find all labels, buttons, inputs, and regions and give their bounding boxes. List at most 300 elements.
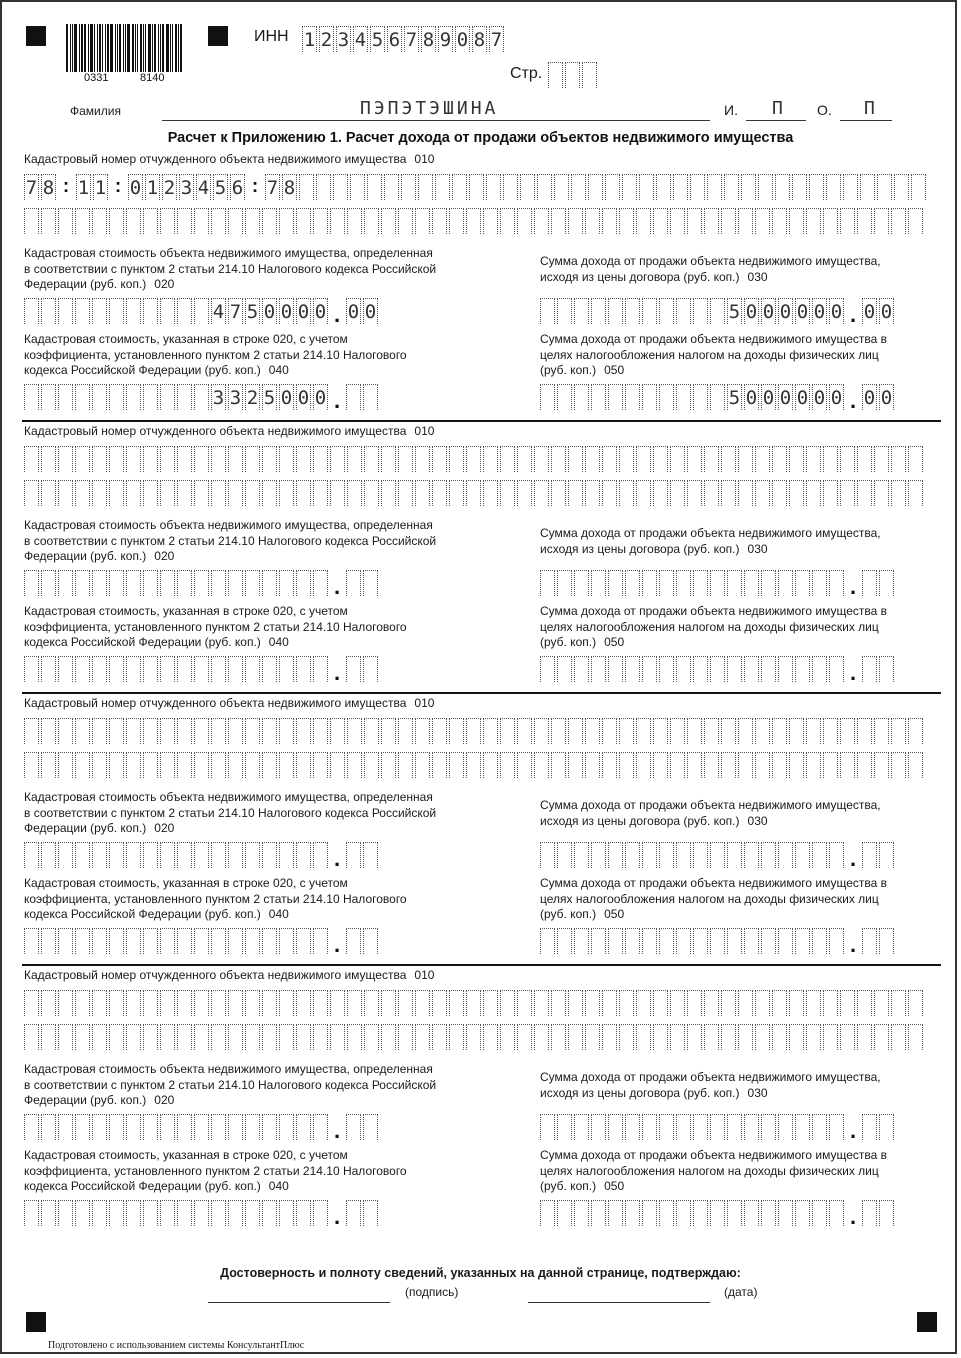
contract-income-field[interactable] [540,1114,896,1143]
cadastral-digit-cell [823,990,838,1016]
cadastral-digit-cell [602,208,617,234]
amount-digit-cell [228,570,243,596]
amount-digit-cell [75,384,90,410]
cadastral-digit-cell [636,718,651,744]
barcode-bar [135,24,136,72]
amount-kopeck-cell [346,570,361,596]
amount-digit-cell [58,384,73,410]
amount-kopeck-cell [346,928,361,954]
cadastral-digit-cell [840,1024,855,1050]
cadastral-digit-cell [211,718,226,744]
page-number-field[interactable] [548,62,599,88]
cadastral-number-field-row2[interactable] [24,1024,925,1050]
cadastral-digit-cell [500,1024,515,1050]
cadastral-digit-cell [333,174,348,200]
adjusted-cadastral-value-label-text: кодекса Российской Федерации (руб. коп.) [24,1179,261,1193]
amount-digit-cell [126,1114,141,1140]
amount-digit-cell [279,928,294,954]
cadastral-digit-cell [143,752,158,778]
cadastral-digit-cell [160,208,175,234]
cadastral-value-label-line [24,821,436,837]
cadastral-digit-cell [449,480,464,506]
cadastral-digit-cell [857,718,872,744]
amount-digit-cell [591,384,606,410]
cadastral-digit-cell [347,208,362,234]
cadastral-digit-cell [636,208,651,234]
amount-digit-cell [143,298,158,324]
cadastral-digit-cell [857,1024,872,1050]
cadastral-digit-cell: 8 [41,174,56,200]
cadastral-digit-cell [92,1024,107,1050]
amount-digit-cell [160,384,175,410]
cadastral-number-label-text: Кадастровый номер отчужденного объекта недвижимого имущества [24,424,407,438]
cadastral-digit-cell: 6 [230,174,245,200]
cadastral-digit-cell [891,718,906,744]
barcode-bar [172,24,173,72]
cadastral-digit-cell [415,446,430,472]
cadastral-digit-cell [126,480,141,506]
amount-digit-cell [574,570,589,596]
cadastral-digit-cell [806,480,821,506]
cadastral-digit-cell [704,990,719,1016]
amount-digit-cell [177,570,192,596]
taxable-income-label-text: (руб. коп.) [540,363,597,377]
amount-digit-cell [574,1114,589,1140]
page-digit-cell [582,62,597,88]
amount-digit-cell [557,570,572,596]
amount-digit-cell: 0 [313,298,328,324]
cadastral-digit-cell [891,990,906,1016]
cadastral-digit-cell [58,990,73,1016]
amount-digit-cell [194,570,209,596]
cadastral-digit-cell [398,990,413,1016]
line-code: 020 [154,1093,175,1107]
amount-digit-cell [160,298,175,324]
cadastral-digit-cell [585,208,600,234]
cadastral-digit-cell [653,446,668,472]
cadastral-digit-cell [245,752,260,778]
cadastral-digit-cell [449,1024,464,1050]
amount-kopeck-cell [346,384,361,410]
amount-kopeck-cell [346,656,361,682]
amount-digit-cell [228,1114,243,1140]
cadastral-digit-cell [551,752,566,778]
cadastral-digit-cell [724,174,739,200]
decimal-point: . [333,846,341,871]
cadastral-digit-cell [211,990,226,1016]
cadastral-value-label-text: Кадастровая стоимость объекта недвижимого имущества, определенная [24,518,433,532]
adjusted-cadastral-value-label-text: Кадастровая стоимость, указанная в строке 020, с учетом [24,1148,348,1162]
amount-digit-cell: 0 [778,384,793,410]
cadastral-digit-cell [41,990,56,1016]
barcode-bar [94,24,95,72]
cadastral-number-label-line [24,424,434,440]
cadastral-digit-cell [503,174,518,200]
amount-digit-cell [540,928,555,954]
cadastral-digit-cell: 5 [213,174,228,200]
amount-digit-cell: 0 [313,384,328,410]
amount-digit-cell [812,842,827,868]
amount-digit-cell [625,570,640,596]
taxable-income-field[interactable] [540,656,896,685]
decimal-point: . [849,1118,857,1143]
amount-digit-cell: 0 [744,384,759,410]
cadastral-number-field[interactable] [24,990,925,1016]
confirmation-text: Достоверность и полноту сведений, указанных на данной странице, подтверждаю: [220,1266,741,1280]
cadastral-digit-cell [758,174,773,200]
cadastral-number-field-row2[interactable] [24,752,925,778]
cadastral-digit-cell [398,446,413,472]
decimal-point: . [849,574,857,599]
line-code: 030 [747,1085,768,1100]
amount-digit-cell [143,656,158,682]
cadastral-digit-cell [177,480,192,506]
cadastral-digit-cell [364,752,379,778]
amount-digit-cell [75,1114,90,1140]
taxable-income-label [540,604,887,651]
cadastral-digit-cell [636,446,651,472]
cadastral-value-field[interactable] [24,298,380,327]
amount-digit-cell [591,656,606,682]
cadastral-digit-cell: 3 [179,174,194,200]
amount-digit-cell [727,928,742,954]
cadastral-digit-cell [109,1024,124,1050]
amount-digit-cell [75,928,90,954]
cadastral-value-label-line [24,246,436,262]
cadastral-digit-cell [432,446,447,472]
taxable-income-label-text: (руб. коп.) [540,1179,597,1193]
cadastral-digit-cell [109,446,124,472]
cadastral-digit-cell [551,480,566,506]
amount-digit-cell [795,1200,810,1226]
cadastral-value-label-text: Федерации (руб. коп.) [24,821,147,835]
adjusted-cadastral-value-field[interactable] [24,928,380,957]
cadastral-digit-cell [806,718,821,744]
cadastral-digit-cell [330,446,345,472]
cadastral-value-label-text: Федерации (руб. коп.) [24,549,147,563]
cadastral-digit-cell [126,990,141,1016]
taxable-income-label-line [540,1164,887,1180]
cadastral-digit-cell [109,208,124,234]
surname-underline [162,120,710,121]
amount-digit-cell [143,570,158,596]
cadastral-digit-cell [908,718,923,744]
cadastral-digit-cell [755,990,770,1016]
cadastral-digit-cell [500,990,515,1016]
contract-income-label [540,798,881,829]
cadastral-digit-cell [605,174,620,200]
cadastral-digit-cell [911,174,926,200]
amount-digit-cell [109,1200,124,1226]
cadastral-digit-cell [908,480,923,506]
amount-digit-cell: 4 [211,298,226,324]
amount-digit-cell [642,1200,657,1226]
section-divider [22,420,941,422]
amount-digit-cell [540,1200,555,1226]
cadastral-digit-cell [211,480,226,506]
amount-digit-cell [126,384,141,410]
cadastral-digit-cell: 1 [76,174,91,200]
amount-digit-cell: 0 [795,384,810,410]
amount-digit-cell: 0 [761,298,776,324]
cadastral-digit-cell [279,990,294,1016]
amount-digit-cell [778,928,793,954]
amount-kopeck-cell [862,1200,877,1226]
barcode-bar [74,24,77,72]
amount-kopeck-cell [862,928,877,954]
cadastral-value-label-line [24,1078,436,1094]
page-digit-cell [548,62,563,88]
cadastral-digit-cell [772,990,787,1016]
cadastral-number-field[interactable] [24,718,925,744]
adjusted-cadastral-value-label-line [24,332,407,348]
cadastral-digit-cell [347,752,362,778]
barcode-bar [152,24,153,72]
amount-digit-cell [92,570,107,596]
cadastral-digit-cell [177,718,192,744]
page-digit-cell [565,62,580,88]
amount-digit-cell [642,842,657,868]
amount-digit-cell [143,842,158,868]
cadastral-digit-cell [826,174,841,200]
cadastral-digit-cell [75,480,90,506]
cadastral-digit-cell [636,752,651,778]
amount-digit-cell [557,384,572,410]
amount-digit-cell [194,842,209,868]
cadastral-digit-cell [891,208,906,234]
cadastral-digit-cell [316,174,331,200]
cadastral-digit-cell: 7 [24,174,39,200]
taxable-income-field[interactable] [540,928,896,957]
cadastral-digit-cell [517,1024,532,1050]
cadastral-digit-cell [367,174,382,200]
contract-income-label-line [540,542,881,558]
signature-line[interactable] [208,1302,390,1303]
taxable-income-label-line [540,604,887,620]
amount-digit-cell [245,1200,260,1226]
amount-digit-cell [177,928,192,954]
cadastral-digit-cell [636,1024,651,1050]
cadastral-digit-cell [415,752,430,778]
amount-digit-cell [744,1200,759,1226]
cadastral-value-label-text: в соответствии с пунктом 2 статьи 214.10 Налогового кодекса Российской [24,1077,437,1092]
taxable-income-label-line [540,876,887,892]
amount-digit-cell [58,1200,73,1226]
inn-digit-cell: 4 [353,26,368,52]
cadastral-digit-cell [534,718,549,744]
taxable-income-field[interactable] [540,1200,896,1229]
amount-digit-cell [211,656,226,682]
cadastral-digit-cell [41,718,56,744]
amount-digit-cell [109,298,124,324]
cadastral-digit-cell [619,990,634,1016]
cadastral-digit-cell [486,174,501,200]
amount-digit-cell: 3 [228,384,243,410]
cadastral-number-field[interactable] [24,446,925,472]
inn-digit-cell: 3 [336,26,351,52]
amount-digit-cell [245,656,260,682]
line-code: 010 [414,152,435,166]
amount-digit-cell [109,928,124,954]
amount-digit-cell: 0 [296,384,311,410]
amount-digit-cell [591,1114,606,1140]
amount-digit-cell [625,298,640,324]
cadastral-digit-cell [772,718,787,744]
cadastral-digit-cell [194,718,209,744]
amount-digit-cell [194,298,209,324]
cadastral-digit-cell [160,718,175,744]
cadastral-digit-cell [92,752,107,778]
barcode-bar [127,24,130,72]
cadastral-digit-cell [296,752,311,778]
cadastral-digit-cell [296,446,311,472]
cadastral-digit-cell [517,752,532,778]
cadastral-value-field[interactable] [24,1114,380,1143]
decimal-point: . [333,302,341,327]
taxable-income-field[interactable] [540,384,896,413]
cadastral-digit-cell [415,1024,430,1050]
cadastral-digit-cell [92,208,107,234]
cadastral-digit-cell [347,446,362,472]
cadastral-digit-cell [92,480,107,506]
cadastral-digit-cell [823,480,838,506]
amount-digit-cell [795,570,810,596]
cadastral-digit-cell [789,480,804,506]
initial-i-label: И. [724,102,738,118]
amount-kopeck-cell [346,842,361,868]
amount-digit-cell [557,1200,572,1226]
cadastral-digit-cell [534,208,549,234]
line-code: 010 [414,696,435,710]
contract-income-field[interactable] [540,570,896,599]
inn-digit-cell: 0 [455,26,470,52]
amount-digit-cell [24,656,39,682]
cadastral-digit-cell [398,1024,413,1050]
amount-digit-cell [642,928,657,954]
inn-field[interactable] [302,26,506,52]
cadastral-number-field-row2[interactable] [24,208,925,234]
amount-digit-cell [608,384,623,410]
adjusted-cadastral-value-label-text: Кадастровая стоимость, указанная в строке 020, с учетом [24,604,348,618]
cadastral-value-field[interactable] [24,842,380,871]
adjusted-cadastral-value-label-text: коэффициента, установленного пунктом 2 статьи 214.10 Налогового [24,891,407,906]
cadastral-digit-cell [279,208,294,234]
adjusted-cadastral-value-field[interactable] [24,384,380,413]
cadastral-digit-cell [772,480,787,506]
cadastral-digit-cell [313,990,328,1016]
amount-digit-cell [829,570,844,596]
cadastral-value-field[interactable] [24,570,380,599]
cadastral-digit-cell [262,446,277,472]
adjusted-cadastral-value-label [24,604,407,651]
amount-digit-cell [160,656,175,682]
cadastral-digit-cell [262,718,277,744]
cadastral-number-field-row2[interactable] [24,480,925,506]
inn-digit-cell: 7 [489,26,504,52]
cadastral-digit-cell [364,446,379,472]
cadastral-digit-cell [534,446,549,472]
amount-digit-cell [194,1114,209,1140]
cadastral-digit-cell [24,718,39,744]
amount-digit-cell [625,656,640,682]
cadastral-digit-cell [398,480,413,506]
cadastral-number-label [24,424,434,440]
amount-digit-cell [693,842,708,868]
cadastral-number-field[interactable] [24,174,928,200]
cadastral-digit-cell [466,990,481,1016]
cadastral-digit-cell [160,446,175,472]
decimal-point: . [333,1204,341,1229]
cadastral-digit-cell [602,446,617,472]
amount-digit-cell [92,1200,107,1226]
cadastral-digit-cell [891,480,906,506]
amount-kopeck-cell [862,1114,877,1140]
cadastral-digit-cell [432,990,447,1016]
cadastral-digit-cell [398,208,413,234]
cadastral-digit-cell [347,480,362,506]
cadastral-digit-cell [534,1024,549,1050]
adjusted-cadastral-value-field[interactable] [24,1200,380,1229]
amount-digit-cell: 0 [279,298,294,324]
amount-digit-cell [574,928,589,954]
cadastral-digit-cell [738,480,753,506]
amount-digit-cell [24,842,39,868]
cadastral-digit-cell [415,990,430,1016]
adjusted-cadastral-value-label-line [24,635,407,651]
amount-digit-cell [608,1114,623,1140]
amount-kopeck-cell [862,656,877,682]
date-line[interactable] [528,1302,710,1303]
cadastral-digit-cell [908,1024,923,1050]
cadastral-digit-cell [857,480,872,506]
cadastral-digit-cell [24,990,39,1016]
cadastral-digit-cell [670,480,685,506]
amount-digit-cell [642,384,657,410]
contract-income-field[interactable] [540,842,896,871]
form-title: Расчет к Приложению 1. Расчет дохода от продажи объектов недвижимого имущества [167,130,794,146]
cadastral-digit-cell [313,208,328,234]
decimal-point: . [333,574,341,599]
amount-digit-cell [710,298,725,324]
inn-digit-cell: 1 [302,26,317,52]
cadastral-digit-cell [687,208,702,234]
contract-income-field[interactable] [540,298,896,327]
cadastral-digit-cell [840,990,855,1016]
line-code: 030 [747,269,768,284]
amount-kopeck-cell [879,570,894,596]
cadastral-digit-cell [619,480,634,506]
cadastral-digit-cell [687,1024,702,1050]
cadastral-digit-cell [452,174,467,200]
adjusted-cadastral-value-label-line [24,363,407,379]
amount-digit-cell [41,842,56,868]
amount-kopeck-cell [879,842,894,868]
cadastral-digit-cell [840,446,855,472]
amount-digit-cell [676,298,691,324]
adjusted-cadastral-value-field[interactable] [24,656,380,685]
amount-digit-cell [296,928,311,954]
amount-kopeck-cell: 0 [862,298,877,324]
line-code: 050 [604,363,625,377]
cadastral-digit-cell [551,1024,566,1050]
amount-digit-cell [676,656,691,682]
amount-digit-cell [279,570,294,596]
amount-digit-cell [41,1200,56,1226]
amount-digit-cell [160,1114,175,1140]
amount-digit-cell [279,1114,294,1140]
contract-income-label-line [540,1086,881,1102]
cadastral-digit-cell [483,480,498,506]
